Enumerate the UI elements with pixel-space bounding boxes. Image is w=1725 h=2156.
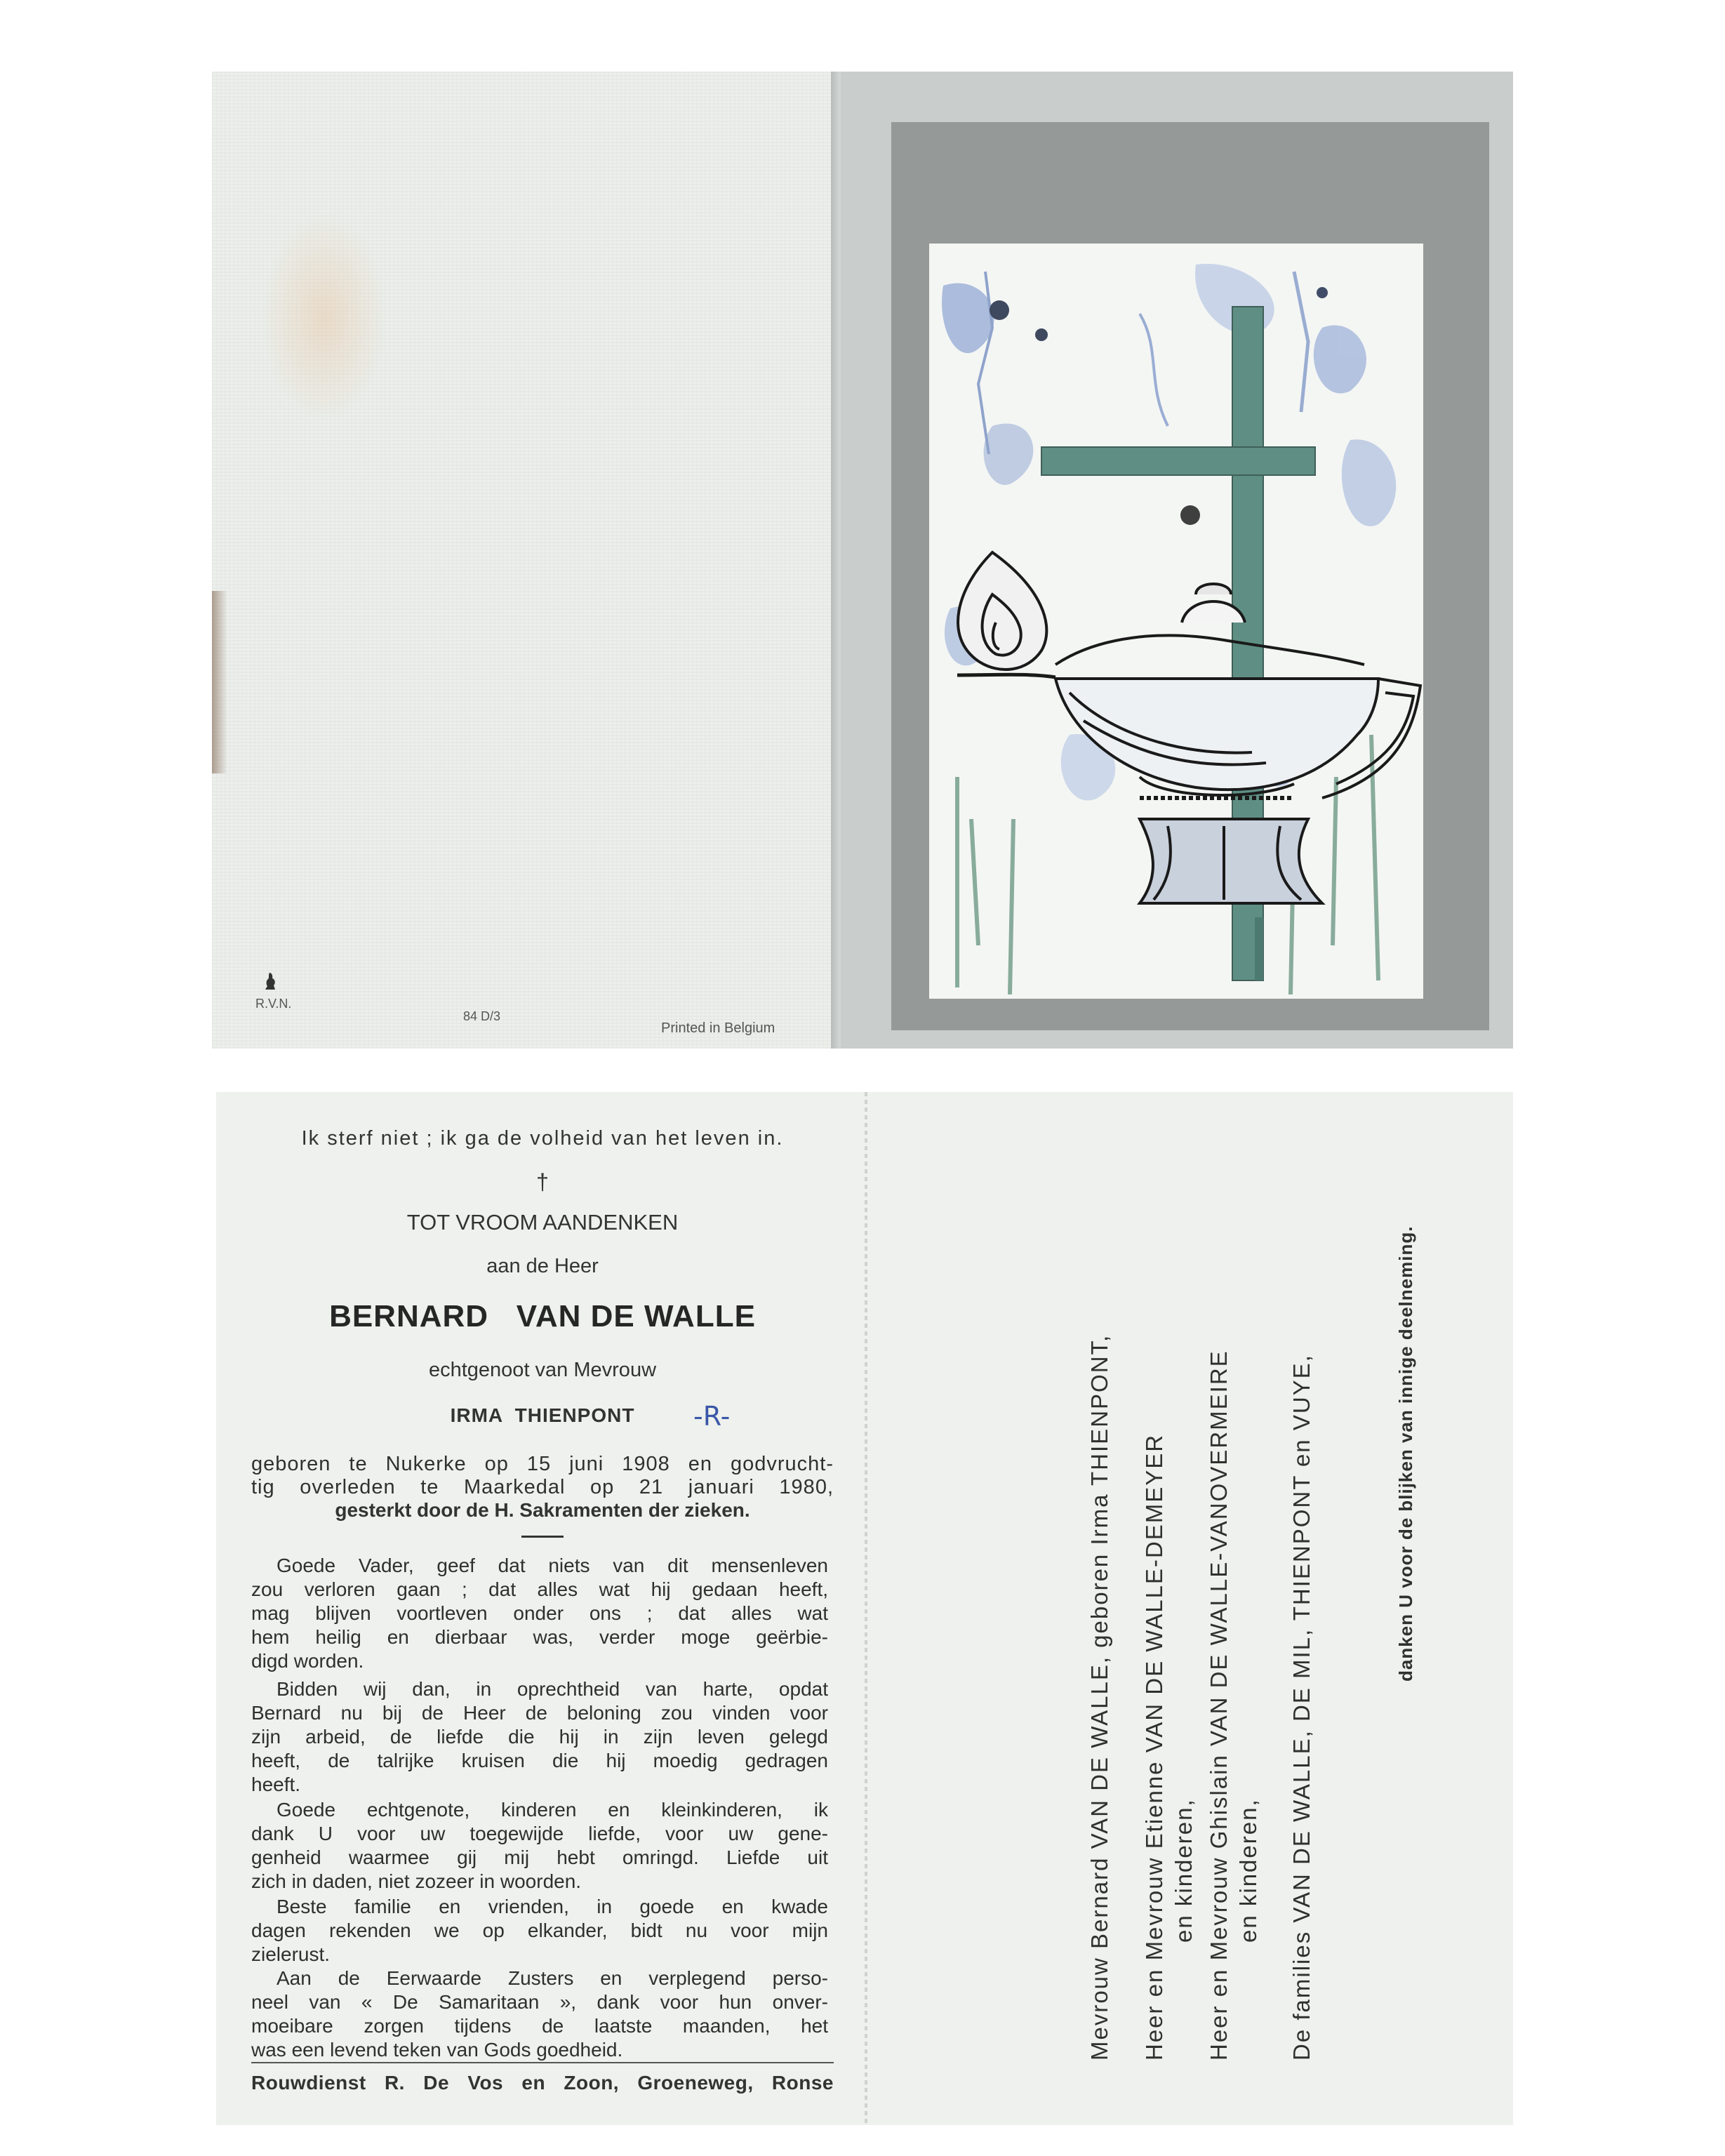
paragraph-line: Aan de Eerwaarde Zusters en verplegend perso- [277,1967,828,1989]
card-inside [216,1092,1513,2125]
paragraph-line: genheid waarmee gij mij hebt omringd. Liefde uit [251,1846,828,1868]
publisher-mark: R.V.N. [255,997,292,1011]
paragraph-line: mag blijven voortleven onder ons ; dat alles wat [251,1602,828,1624]
cover-artwork [929,244,1423,999]
footer-divider [251,2062,834,2063]
card-back-page [212,72,831,1049]
card-cover-page [831,72,1513,1049]
paragraph-intercession [251,1677,828,1797]
paragraph-line: dank U voor uw toegewijde liefde, voor uw gene- [251,1823,828,1844]
oil-lamp-icon [957,552,1420,903]
paper-stain [261,212,387,422]
paragraph-line: heeft. [251,1774,301,1795]
memorial-text-page [251,1092,834,2125]
spouse-name: IRMA THIENPONT [450,1404,635,1426]
paragraph-line: zou verloren gaan ; dat alles wat hij gedaan heeft, [251,1578,828,1600]
paragraph-friends [251,1895,828,1967]
paragraph-line: digd worden. [251,1650,364,1672]
publisher-logo-icon [262,971,278,991]
flame-icon [958,552,1046,670]
cover-illustration [929,244,1423,999]
paragraph-line: moeibare zorgen tijdens de laatste maanden, het [251,2015,828,2037]
deceased-name: BERNARD VAN DE WALLE [329,1299,756,1333]
paper-edge-shadow [212,591,227,773]
paragraph-line: Bidden wij dan, in oprechtheid van harte, opdat [277,1678,828,1700]
birth-death-line: geboren te Nukerke op 15 juni 1908 en godvrucht- [251,1453,834,1475]
card-outside [212,72,1513,1049]
family-line: en kinderen, [1171,1798,1197,1943]
spouse-label: echtgenoot van Mevrouw [428,1359,657,1381]
paragraph-line: neel van « De Samaritaan », dank voor hun onver- [251,1991,828,2013]
cross-symbol: † [536,1169,549,1195]
paragraph-line: heeft, de talrijke kruisen die hij moedig gedragen [251,1750,828,1771]
memorial-heading: TOT VROOM AANDENKEN [406,1210,679,1235]
paragraph-line: was een levend teken van Gods goedheid. [251,2039,623,2061]
paragraph-line: hem heilig en dierbaar was, verder moge geërbie- [251,1626,828,1648]
handwritten-mark: -R- [693,1401,731,1432]
paragraph-line: zich in daden, niet zozeer in woorden. [251,1870,582,1892]
family-line: en kinderen, [1235,1798,1261,1943]
opening-verse: Ik sterf niet ; ik ga de volheid van het leven in. [301,1127,784,1150]
perforated-fold [865,1092,867,2125]
paragraph-prayer [251,1554,828,1673]
paragraph-line: dagen rekenden we op elkander, bidt nu voor mijn [251,1919,828,1941]
family-line: Heer en Mevrouw Etienne VAN DE WALLE-DEMEYER [1141,1433,1167,2061]
card-fold [831,72,841,1049]
paragraph-line: Goede Vader, geef dat niets van dit mensenleven [277,1555,828,1576]
paragraph-line: Bernard nu bij de Heer de beloning zou vinden voor [251,1702,828,1724]
thanks-line: danken U voor de blijken van innige deelneming. [1395,1225,1416,1682]
divider [521,1536,564,1538]
sacraments-line: gesterkt door de H. Sakramenten der zieken. [335,1499,750,1521]
family-line: Heer en Mevrouw Ghislain VAN DE WALLE-VANOVERMEIRE [1206,1350,1232,2061]
paragraph-line: zijn arbeid, de liefde die hij in zijn leven gelegd [251,1726,828,1748]
paragraph-nurses [251,1967,828,2062]
funeral-home-credit: Rouwdienst R. De Vos en Zoon, Groeneweg, Ronse [251,2072,834,2094]
paragraph-line: zielerust. [251,1943,331,1965]
paragraph-line: Beste familie en vrienden, in goede en kwade [277,1896,828,1917]
printed-in: Printed in Belgium [661,1020,775,1036]
reference-code: 84 D/3 [463,1009,501,1023]
paragraph-family-thanks [251,1798,828,1894]
birth-death-line: tig overleden te Maarkedal op 21 januari 1980, [251,1476,834,1498]
honorific: aan de Heer [486,1255,599,1277]
family-line: De families VAN DE WALLE, DE MIL, THIENPONT en VUYE, [1288,1354,1314,2061]
family-line: Mevrouw Bernard VAN DE WALLE, geboren Irma THIENPONT, [1086,1333,1112,2061]
paragraph-line: Goede echtgenote, kinderen en kleinkinderen, ik [277,1799,828,1821]
